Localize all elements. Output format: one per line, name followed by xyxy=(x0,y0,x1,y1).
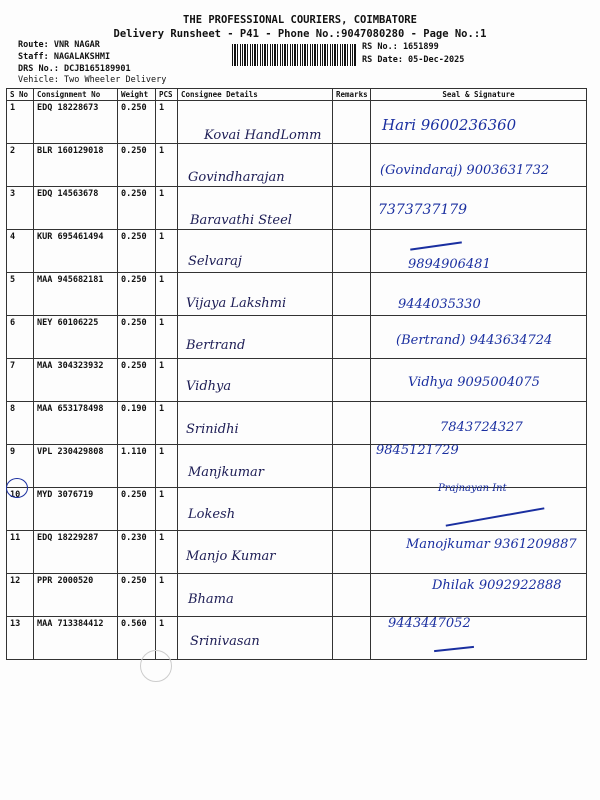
pcs-cell: 1 xyxy=(156,187,178,230)
weight-cell: 0.250 xyxy=(118,230,156,273)
consignment-cell: MAA 304323932 xyxy=(34,359,118,402)
table-row xyxy=(7,230,587,273)
column-header: Seal & Signature xyxy=(371,89,587,101)
paper-mark xyxy=(140,650,172,682)
barcode xyxy=(232,44,356,66)
pcs-cell: 1 xyxy=(156,101,178,144)
consignment-cell: VPL 230429808 xyxy=(34,445,118,488)
handwritten-consignee: Srinivasan xyxy=(190,634,260,649)
handwritten-signature: (Govindaraj) 9003631732 xyxy=(380,163,550,178)
sno-cell: 12 xyxy=(7,574,34,617)
weight-cell: 0.250 xyxy=(118,187,156,230)
remarks-cell xyxy=(333,273,371,316)
sno-cell: 2 xyxy=(7,144,34,187)
circled-serial-mark xyxy=(6,478,28,498)
remarks-cell xyxy=(333,617,371,660)
runsheet-subtitle: Delivery Runsheet - P41 - Phone No.:9047080280 - Page No.:1 xyxy=(113,28,487,40)
consignment-cell: MAA 713384412 xyxy=(34,617,118,660)
handwritten-signature: 9845121729 xyxy=(376,443,459,458)
handwritten-signature: 9894906481 xyxy=(408,257,491,272)
handwritten-signature: 9444035330 xyxy=(398,297,481,312)
remarks-cell xyxy=(333,101,371,144)
weight-cell: 0.250 xyxy=(118,144,156,187)
table-row xyxy=(7,617,587,660)
handwritten-signature: 7843724327 xyxy=(440,420,523,435)
rs-date: RS Date: 05-Dec-2025 xyxy=(362,55,465,65)
staff-label: Staff: NAGALAKSHMI xyxy=(18,52,111,62)
table-header-row xyxy=(7,89,587,101)
weight-cell: 0.560 xyxy=(118,617,156,660)
handwritten-consignee: Baravathi Steel xyxy=(190,213,292,228)
handwritten-consignee: Bhama xyxy=(188,592,234,607)
handwritten-signature: 9443447052 xyxy=(388,616,471,631)
remarks-cell xyxy=(333,402,371,445)
consignment-cell: BLR 160129018 xyxy=(34,144,118,187)
remarks-cell xyxy=(333,316,371,359)
pcs-cell: 1 xyxy=(156,316,178,359)
pcs-cell: 1 xyxy=(156,488,178,531)
company-title: THE PROFESSIONAL COURIERS, COIMBATORE xyxy=(183,14,417,26)
handwritten-signature: Vidhya 9095004075 xyxy=(408,375,540,390)
handwritten-consignee: Manjkumar xyxy=(188,465,265,480)
weight-cell: 0.250 xyxy=(118,101,156,144)
remarks-cell xyxy=(333,531,371,574)
weight-cell: 0.190 xyxy=(118,402,156,445)
handwritten-consignee: Manjo Kumar xyxy=(186,549,276,564)
column-header: Weight xyxy=(118,89,156,101)
consignment-cell: MAA 653178498 xyxy=(34,402,118,445)
sno-cell: 3 xyxy=(7,187,34,230)
weight-cell: 1.110 xyxy=(118,445,156,488)
handwritten-signature: Manojkumar 9361209887 xyxy=(406,537,577,552)
weight-cell: 0.250 xyxy=(118,316,156,359)
sno-cell: 7 xyxy=(7,359,34,402)
sno-cell: 10 xyxy=(7,488,34,531)
pcs-cell: 1 xyxy=(156,230,178,273)
consignment-cell: MAA 945682181 xyxy=(34,273,118,316)
consignment-cell: PPR 2000520 xyxy=(34,574,118,617)
weight-cell: 0.250 xyxy=(118,359,156,402)
handwritten-signature: Hari 9600236360 xyxy=(382,116,517,134)
remarks-cell xyxy=(333,488,371,531)
remarks-cell xyxy=(333,445,371,488)
sno-cell: 6 xyxy=(7,316,34,359)
consignment-cell: KUR 695461494 xyxy=(34,230,118,273)
remarks-cell xyxy=(333,359,371,402)
column-header: PCS xyxy=(156,89,178,101)
pcs-cell: 1 xyxy=(156,531,178,574)
pcs-cell: 1 xyxy=(156,402,178,445)
handwritten-signature: 7373737179 xyxy=(378,202,468,218)
consignment-cell: EDQ 14563678 xyxy=(34,187,118,230)
remarks-cell xyxy=(333,230,371,273)
consignment-cell: EDQ 18229287 xyxy=(34,531,118,574)
handwritten-signature: Prajnayan Int xyxy=(438,483,507,494)
handwritten-consignee: Srinidhi xyxy=(186,422,239,437)
vehicle-label: Vehicle: Two Wheeler Delivery xyxy=(18,75,167,85)
pcs-cell: 1 xyxy=(156,574,178,617)
handwritten-signature: Dhilak 9092922888 xyxy=(432,578,562,593)
route-label: Route: VNR NAGAR xyxy=(18,40,100,50)
column-header: Remarks xyxy=(333,89,371,101)
sno-cell: 13 xyxy=(7,617,34,660)
handwritten-consignee: Vidhya xyxy=(186,379,232,394)
handwritten-consignee: Bertrand xyxy=(186,338,246,353)
weight-cell: 0.250 xyxy=(118,574,156,617)
sno-cell: 9 xyxy=(7,445,34,488)
remarks-cell xyxy=(333,574,371,617)
handwritten-consignee: Govindharajan xyxy=(188,170,285,185)
pcs-cell: 1 xyxy=(156,617,178,660)
sno-cell: 5 xyxy=(7,273,34,316)
table-row xyxy=(7,187,587,230)
table-row xyxy=(7,273,587,316)
pcs-cell: 1 xyxy=(156,359,178,402)
remarks-cell xyxy=(333,187,371,230)
consignment-cell: EDQ 18228673 xyxy=(34,101,118,144)
pcs-cell: 1 xyxy=(156,445,178,488)
handwritten-signature: (Bertrand) 9443634724 xyxy=(396,333,553,348)
weight-cell: 0.250 xyxy=(118,488,156,531)
pcs-cell: 1 xyxy=(156,273,178,316)
remarks-cell xyxy=(333,144,371,187)
handwritten-consignee: Vijaya Lakshmi xyxy=(186,296,287,311)
weight-cell: 0.230 xyxy=(118,531,156,574)
rs-number: RS No.: 1651899 xyxy=(362,42,439,52)
consignment-cell: NEY 60106225 xyxy=(34,316,118,359)
sno-cell: 8 xyxy=(7,402,34,445)
sno-cell: 11 xyxy=(7,531,34,574)
handwritten-consignee: Selvaraj xyxy=(188,254,242,269)
sno-cell: 1 xyxy=(7,101,34,144)
column-header: S No xyxy=(7,89,34,101)
weight-cell: 0.250 xyxy=(118,273,156,316)
pcs-cell: 1 xyxy=(156,144,178,187)
handwritten-consignee: Lokesh xyxy=(188,507,236,522)
handwritten-consignee: Kovai HandLomm xyxy=(204,128,322,143)
column-header: Consignee Details xyxy=(178,89,333,101)
consignment-cell: MYD 3076719 xyxy=(34,488,118,531)
table-row xyxy=(7,445,587,488)
column-header: Consignment No xyxy=(34,89,118,101)
drs-label: DRS No.: DCJB165189901 xyxy=(18,64,131,74)
sno-cell: 4 xyxy=(7,230,34,273)
